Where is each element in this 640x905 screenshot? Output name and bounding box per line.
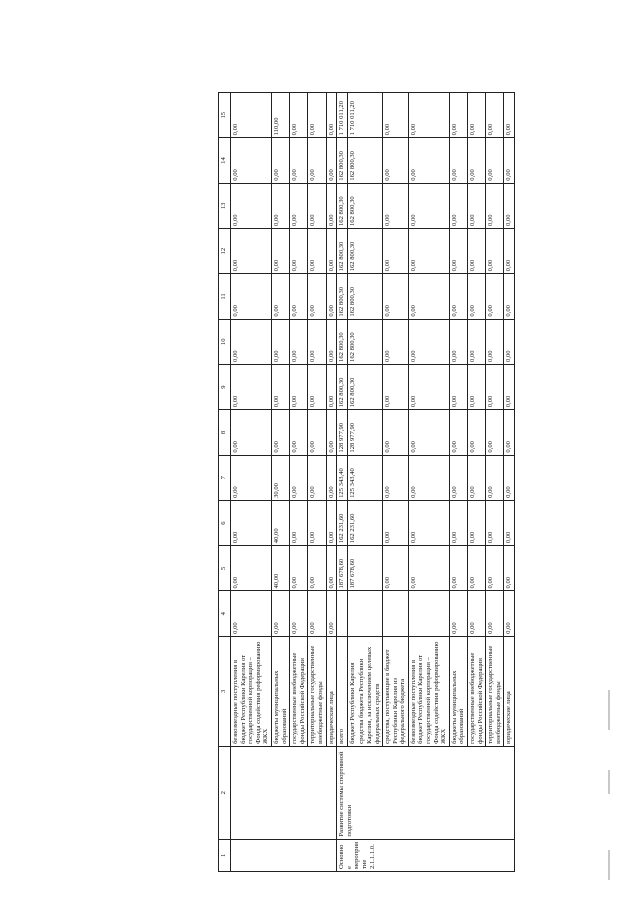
header-row xyxy=(219,93,231,872)
value-cell: 0,00 xyxy=(486,229,504,274)
value-cell: 0,00 xyxy=(486,591,504,636)
source-cell: государственные внебюджетные фонды Российской Федерации xyxy=(290,636,308,746)
value-cell: 0,00 xyxy=(290,500,308,545)
value-cell: 0,00 xyxy=(408,319,449,364)
source-cell: юридические лица xyxy=(504,636,515,746)
value-cell: 0,00 xyxy=(326,93,337,138)
value-cell: 0,00 xyxy=(326,455,337,500)
value-cell: 0,00 xyxy=(408,229,449,274)
value-cell: 0,00 xyxy=(449,183,467,228)
value-cell: 187 678,60 xyxy=(347,546,382,591)
value-cell: 0,00 xyxy=(271,410,289,455)
value-cell: 0,00 xyxy=(271,364,289,409)
value-cell: 0,00 xyxy=(308,500,326,545)
value-cell: 0,00 xyxy=(326,183,337,228)
value-cell: 0,00 xyxy=(504,183,515,228)
table-wrapper xyxy=(218,92,515,872)
value-cell: 0,00 xyxy=(290,455,308,500)
value-cell: 0,00 xyxy=(308,455,326,500)
value-cell: 0,00 xyxy=(308,229,326,274)
value-cell: 0,00 xyxy=(326,546,337,591)
value-cell: 0,00 xyxy=(408,546,449,591)
value-cell: 0,00 xyxy=(231,455,272,500)
scan-artifact xyxy=(608,690,610,730)
value-cell: 162 800,30 xyxy=(337,274,348,319)
value-cell: 0,00 xyxy=(486,319,504,364)
value-cell: 0,00 xyxy=(383,319,409,364)
value-cell: 0,00 xyxy=(308,546,326,591)
value-cell: 0,00 xyxy=(449,455,467,500)
value-cell: 162 800,30 xyxy=(347,229,382,274)
value-cell: 0,00 xyxy=(383,455,409,500)
value-cell: 162 800,30 xyxy=(347,364,382,409)
value-cell: 0,00 xyxy=(231,410,272,455)
value-cell: 0,00 xyxy=(504,364,515,409)
source-text: средства бюджета Республики Карелия, за исключением целевых федеральных средств xyxy=(358,646,381,744)
value-cell: 0,00 xyxy=(408,93,449,138)
value-cell: 0,00 xyxy=(486,183,504,228)
value-cell: 0,00 xyxy=(290,364,308,409)
header-cell: 8 xyxy=(219,410,231,455)
value-cell: 0,00 xyxy=(468,500,486,545)
value-cell: 0,00 xyxy=(326,319,337,364)
value-cell: 0,00 xyxy=(290,183,308,228)
value-cell: 0,00 xyxy=(486,274,504,319)
source-cell: государственные внебюджетные фонды Российской Федерации xyxy=(468,636,486,746)
value-cell: 0,00 xyxy=(449,274,467,319)
value-cell: 0,00 xyxy=(271,229,289,274)
value-cell: 0,00 xyxy=(449,229,467,274)
measure-code: Основное мероприятие 2.1.1.1.0. xyxy=(337,839,515,871)
value-cell: 162 800,30 xyxy=(337,229,348,274)
value-cell: 0,00 xyxy=(271,138,289,183)
value-cell: 0,00 xyxy=(326,591,337,636)
value-cell: 0,00 xyxy=(290,229,308,274)
value-cell: 0,00 xyxy=(271,319,289,364)
value-cell: 0,00 xyxy=(271,183,289,228)
scan-artifact xyxy=(608,850,610,880)
value-cell: 0,00 xyxy=(383,229,409,274)
value-cell: 0,00 xyxy=(486,410,504,455)
value-cell: 0,00 xyxy=(326,410,337,455)
measure-name: Развитие системы спортивной подготовки xyxy=(337,746,515,839)
value-cell: 1 710 011,20 xyxy=(347,93,382,138)
value-cell: 0,00 xyxy=(290,319,308,364)
value-cell: 162 800,30 xyxy=(347,183,382,228)
value-cell: 162 800,30 xyxy=(347,138,382,183)
value-cell: 0,00 xyxy=(468,229,486,274)
value-cell: 0,00 xyxy=(326,138,337,183)
header-cell: 6 xyxy=(219,500,231,545)
value-cell xyxy=(337,591,348,636)
value-cell: 0,00 xyxy=(326,364,337,409)
value-cell: 0,00 xyxy=(468,274,486,319)
value-cell: 0,00 xyxy=(290,591,308,636)
value-cell: 0,00 xyxy=(308,138,326,183)
value-cell: 0,00 xyxy=(231,319,272,364)
value-cell: 0,00 xyxy=(486,546,504,591)
value-cell: 0,00 xyxy=(468,319,486,364)
value-cell: 162 800,30 xyxy=(337,364,348,409)
value-cell: 0,00 xyxy=(504,319,515,364)
value-cell: 0,00 xyxy=(504,138,515,183)
value-cell: 0,00 xyxy=(383,546,409,591)
value-cell: 162 231,60 xyxy=(337,500,348,545)
value-cell: 0,00 xyxy=(231,364,272,409)
value-cell: 0,00 xyxy=(231,183,272,228)
code-cell xyxy=(231,839,337,871)
value-cell: 0,00 xyxy=(486,364,504,409)
value-cell: 0,00 xyxy=(290,138,308,183)
value-cell: 0,00 xyxy=(383,93,409,138)
value-cell: 0,00 xyxy=(231,138,272,183)
value-cell: 162 800,30 xyxy=(347,319,382,364)
value-cell: 0,00 xyxy=(449,546,467,591)
value-cell: 125 343,40 xyxy=(347,455,382,500)
value-cell: 0,00 xyxy=(449,410,467,455)
value-cell: 0,00 xyxy=(468,138,486,183)
budget-table xyxy=(218,92,515,872)
value-cell: 0,00 xyxy=(383,410,409,455)
value-cell: 0,00 xyxy=(408,183,449,228)
table-row xyxy=(337,93,348,872)
value-cell: 0,00 xyxy=(504,546,515,591)
value-cell: 162 231,60 xyxy=(347,500,382,545)
value-cell: 0,00 xyxy=(468,546,486,591)
value-cell: 0,00 xyxy=(449,364,467,409)
value-cell: 0,00 xyxy=(408,455,449,500)
header-cell: 12 xyxy=(219,229,231,274)
value-cell: 0,00 xyxy=(449,591,467,636)
value-cell: 0,00 xyxy=(308,319,326,364)
header-cell: 15 xyxy=(219,93,231,138)
value-cell: 0,00 xyxy=(408,138,449,183)
value-cell: 0,00 xyxy=(231,274,272,319)
value-cell: 0,00 xyxy=(231,229,272,274)
value-cell: 0,00 xyxy=(308,364,326,409)
value-cell: 0,00 xyxy=(326,274,337,319)
source-cell: безвозмездные поступления в бюджет Республики Карелия от государственной корпорации – Фонда содействия реформированию ЖКХ xyxy=(231,636,272,746)
source-cell: бюджеты муниципальных образований xyxy=(449,636,467,746)
source-cell: территориальные государственные внебюджетные фонды xyxy=(308,636,326,746)
source-cell: юридические лица xyxy=(326,636,337,746)
value-cell xyxy=(408,591,449,636)
value-cell: 0,00 xyxy=(468,455,486,500)
header-cell: 1 xyxy=(219,839,231,871)
value-cell: 0,00 xyxy=(408,500,449,545)
header-cell: 13 xyxy=(219,183,231,228)
value-cell: 0,00 xyxy=(504,274,515,319)
value-cell: 0,00 xyxy=(290,546,308,591)
value-cell: 125 343,40 xyxy=(337,455,348,500)
source-cell: территориальные государственные внебюджетные фонды xyxy=(486,636,504,746)
value-cell: 0,00 xyxy=(271,591,289,636)
value-cell: 128 977,90 xyxy=(337,410,348,455)
source-cell: бюджеты муниципальных образований xyxy=(271,636,289,746)
value-cell: 0,00 xyxy=(486,93,504,138)
value-cell: 0,00 xyxy=(408,364,449,409)
value-cell: 187 678,60 xyxy=(337,546,348,591)
value-cell: 110,00 xyxy=(271,93,289,138)
value-cell: 0,00 xyxy=(383,138,409,183)
value-cell: 162 800,30 xyxy=(347,274,382,319)
table-row xyxy=(231,93,272,872)
value-cell: 0,00 xyxy=(383,274,409,319)
value-cell xyxy=(383,591,409,636)
value-cell: 0,00 xyxy=(468,93,486,138)
value-cell: 0,00 xyxy=(468,183,486,228)
value-cell: 40,00 xyxy=(271,500,289,545)
value-cell: 0,00 xyxy=(271,274,289,319)
value-cell: 0,00 xyxy=(308,591,326,636)
source-cell xyxy=(347,636,382,746)
header-cell: 14 xyxy=(219,138,231,183)
value-cell: 0,00 xyxy=(290,274,308,319)
value-cell: 40,00 xyxy=(271,546,289,591)
value-cell: 0,00 xyxy=(383,500,409,545)
scan-artifact xyxy=(608,770,610,794)
value-cell: 0,00 xyxy=(383,364,409,409)
value-cell: 0,00 xyxy=(486,455,504,500)
value-cell: 0,00 xyxy=(504,455,515,500)
table-body xyxy=(231,93,515,872)
value-cell: 0,00 xyxy=(468,364,486,409)
value-cell: 0,00 xyxy=(408,274,449,319)
value-cell: 162 800,30 xyxy=(337,183,348,228)
header-cell: 10 xyxy=(219,319,231,364)
value-cell: 0,00 xyxy=(308,183,326,228)
value-cell: 0,00 xyxy=(231,500,272,545)
name-cell xyxy=(231,746,337,839)
value-cell: 0,00 xyxy=(326,229,337,274)
value-cell: 0,00 xyxy=(308,274,326,319)
header-cell: 7 xyxy=(219,455,231,500)
value-cell: 0,00 xyxy=(383,183,409,228)
value-cell: 0,00 xyxy=(326,500,337,545)
value-cell: 0,00 xyxy=(504,410,515,455)
value-cell: 0,00 xyxy=(468,410,486,455)
value-cell: 30,00 xyxy=(271,455,289,500)
value-cell: 0,00 xyxy=(290,410,308,455)
value-cell: 0,00 xyxy=(290,93,308,138)
header-cell: 9 xyxy=(219,364,231,409)
value-cell: 0,00 xyxy=(504,500,515,545)
header-cell: 2 xyxy=(219,746,231,839)
value-cell: 0,00 xyxy=(449,319,467,364)
value-cell: 1 710 011,20 xyxy=(337,93,348,138)
value-cell: 0,00 xyxy=(504,93,515,138)
value-cell: 128 977,90 xyxy=(347,410,382,455)
value-cell: 0,00 xyxy=(231,546,272,591)
source-text: средства, поступающие в бюджет Республики Карелия из федерального бюджета xyxy=(384,649,407,744)
source-cell: всего xyxy=(337,636,348,746)
header-cell: 11 xyxy=(219,274,231,319)
header-cell: 3 xyxy=(219,636,231,746)
value-cell: 0,00 xyxy=(449,138,467,183)
header-cell: 5 xyxy=(219,546,231,591)
value-cell: 0,00 xyxy=(231,93,272,138)
value-cell xyxy=(347,591,382,636)
value-cell: 0,00 xyxy=(468,591,486,636)
source-cell xyxy=(408,636,449,746)
value-cell: 0,00 xyxy=(449,500,467,545)
value-cell: 0,00 xyxy=(231,591,272,636)
budget-label: бюджет Республики Карелия xyxy=(348,662,356,744)
value-cell: 0,00 xyxy=(308,93,326,138)
value-cell: 0,00 xyxy=(504,591,515,636)
value-cell: 0,00 xyxy=(486,500,504,545)
value-cell: 162 800,30 xyxy=(337,319,348,364)
value-cell: 0,00 xyxy=(408,410,449,455)
value-cell: 162 800,30 xyxy=(337,138,348,183)
source-cell xyxy=(383,636,409,746)
value-cell: 0,00 xyxy=(449,93,467,138)
value-cell: 0,00 xyxy=(308,410,326,455)
source-text: безвозмездные поступления в бюджет Республики Карелия от государственной корпорации – Фонда содействия реформированию ЖКХ xyxy=(409,641,448,744)
value-cell: 0,00 xyxy=(504,229,515,274)
value-cell: 0,00 xyxy=(486,138,504,183)
header-cell: 4 xyxy=(219,591,231,636)
